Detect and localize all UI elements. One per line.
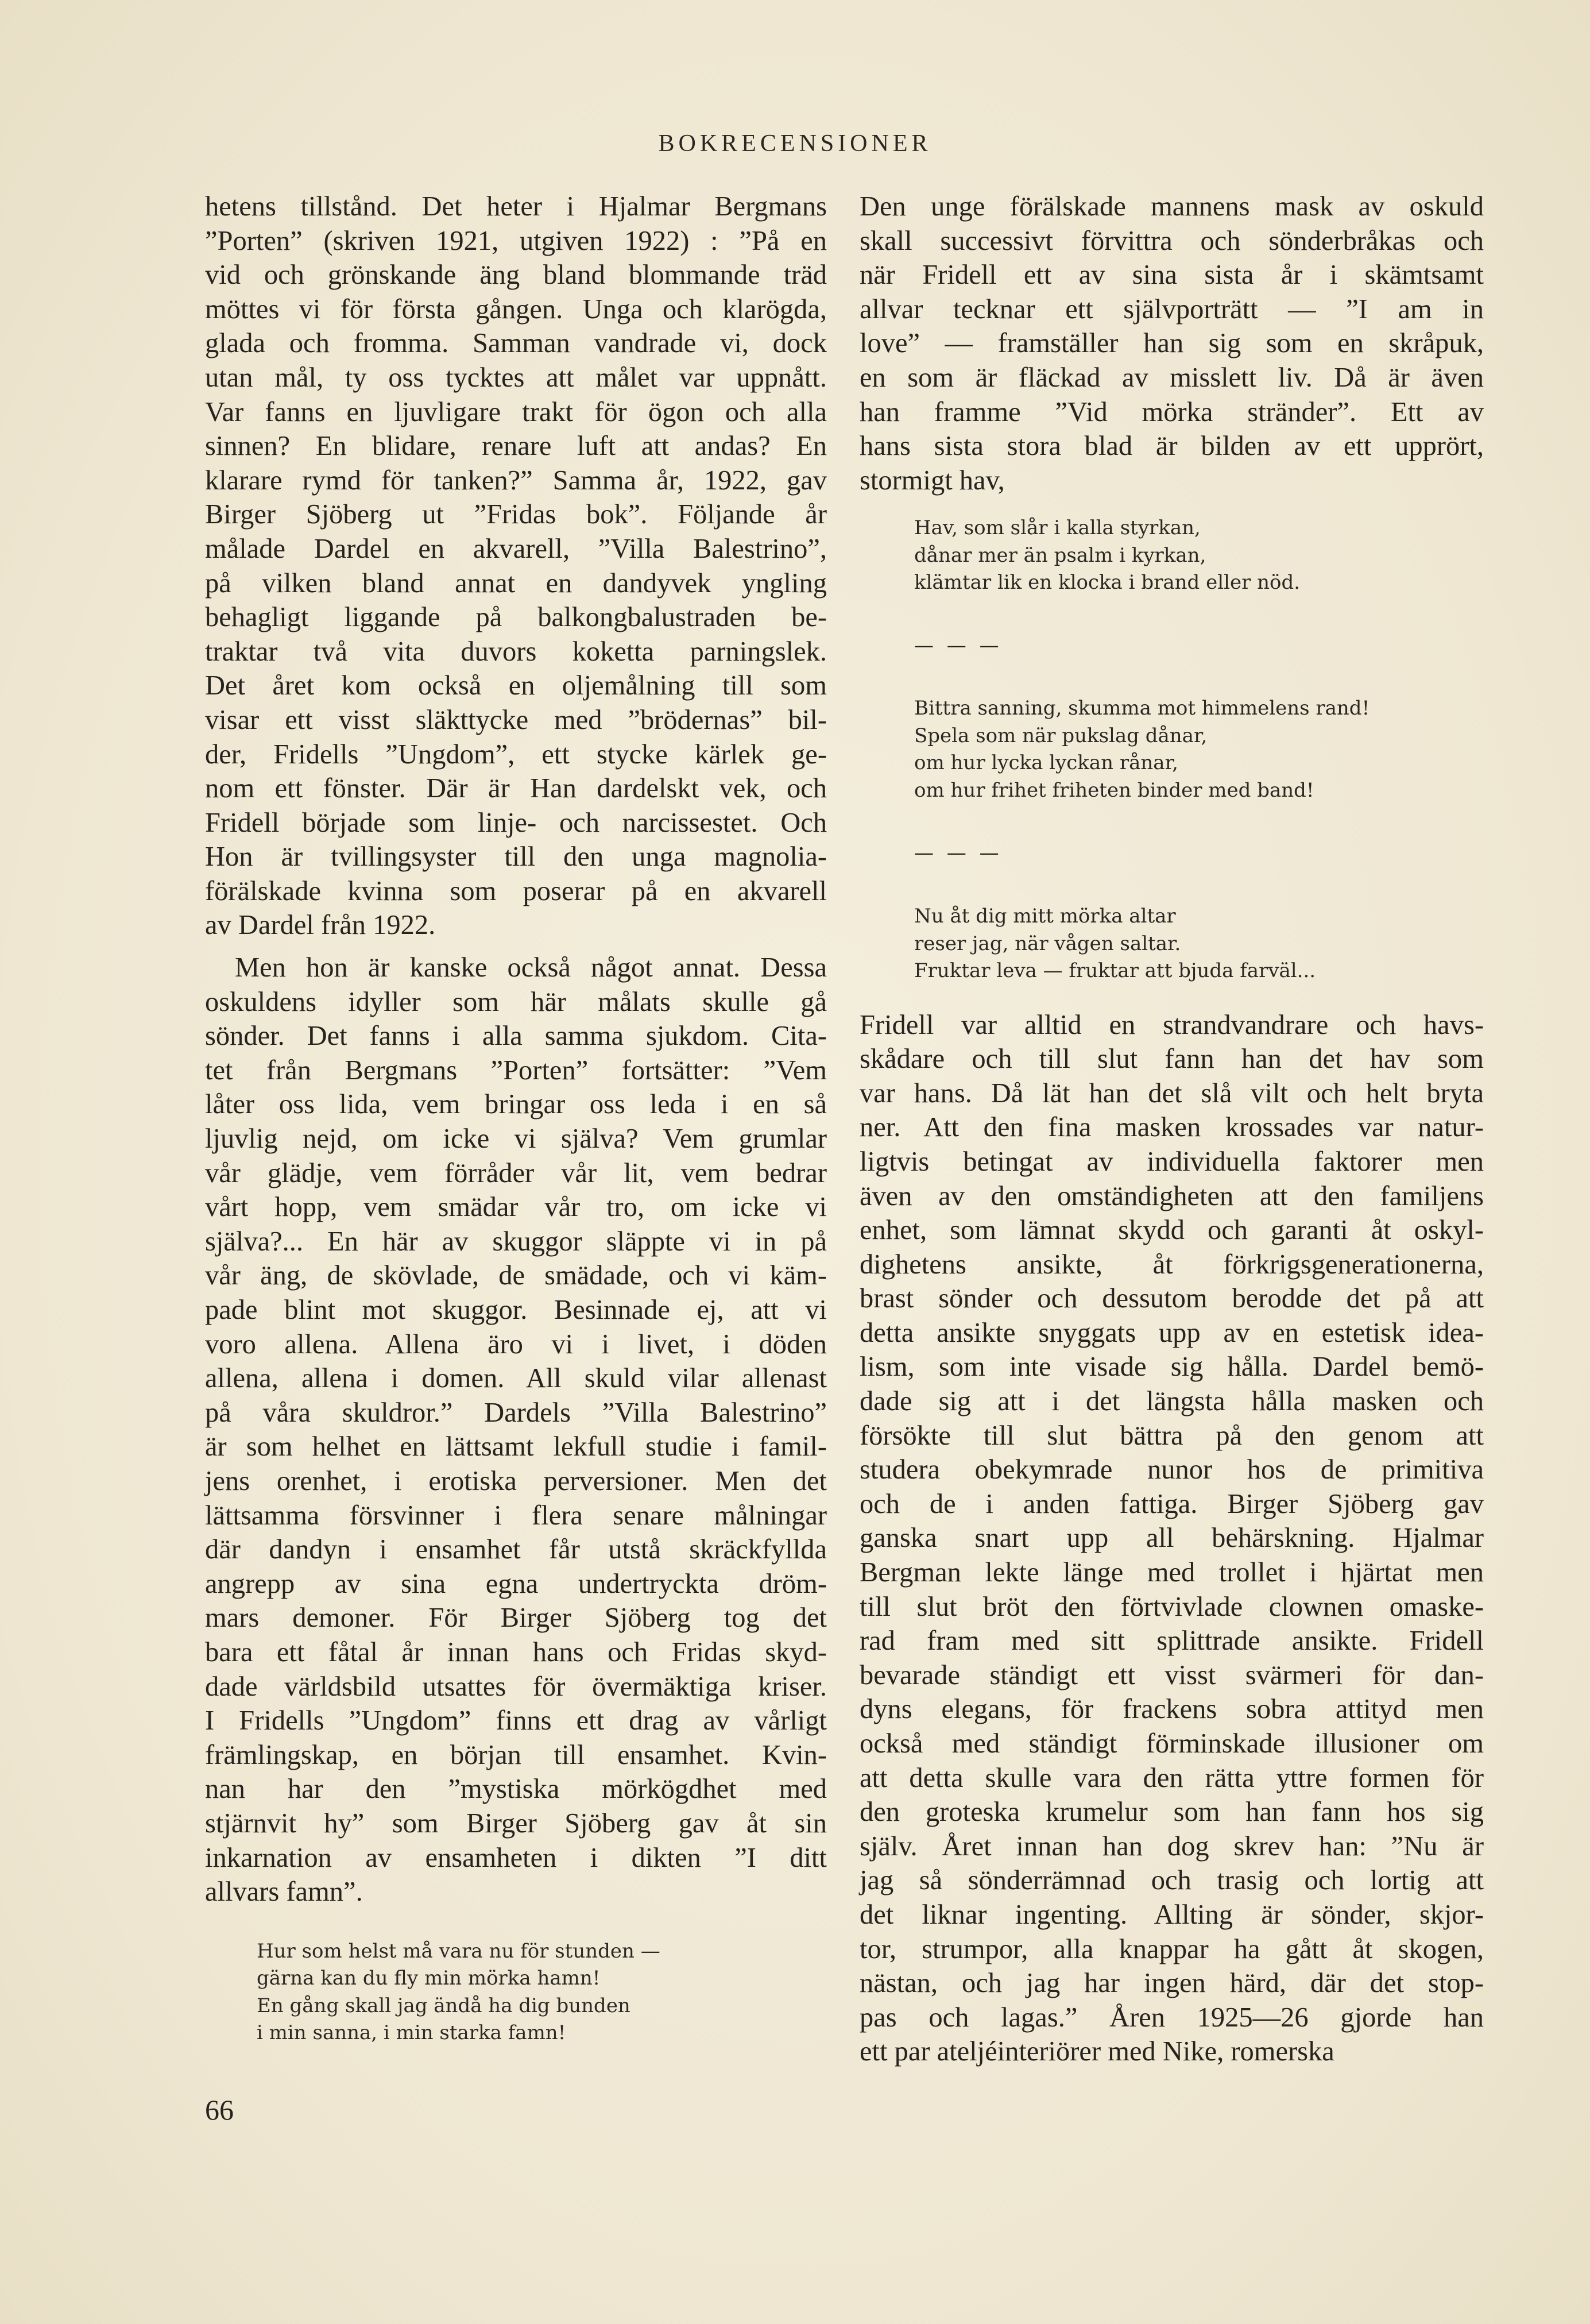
text-line: möttes vi för första gången. Unga och klarögda,: [205, 294, 827, 325]
text-line: dade världsbild utsattes för övermäktiga kriser.: [205, 1671, 827, 1702]
text-line: Hon är tvillingsyster till den unga magnolia-: [205, 841, 827, 873]
text-line: till slut bröt den förtvivlade clownen omaske-: [860, 1591, 1484, 1622]
text-line: pade blint mot skuggor. Besinnade ej, att vi: [205, 1295, 827, 1325]
text-line: är som helhet en lättsamt lekfull studie i famil-: [205, 1431, 827, 1462]
text-line: nan har den ”mystiska mörkögdhet med: [205, 1774, 827, 1805]
text-line: en som är fläckad av misslett liv. Då är även: [860, 362, 1484, 393]
text-line: tet från Bergmans ”Porten” fortsätter: ”Vem: [205, 1055, 827, 1086]
poem-line: Spela som när pukslag dånar,: [914, 724, 1208, 747]
text-line: det liknar ingenting. Allting är sönder, skjor-: [860, 1899, 1484, 1930]
text-line: glada och fromma. Samman vandrade vi, dock: [205, 328, 827, 359]
text-line: av Dardel från 1922.: [205, 910, 436, 941]
text-line: vid och grönskande äng bland blommande träd: [205, 260, 827, 291]
text-line: lättsamma försvinner i flera senare målningar: [205, 1500, 827, 1531]
text-line: nästan, och jag har ingen härd, där det stop-: [860, 1968, 1484, 1999]
text-line: love” — framställer han sig som en skråpuk,: [860, 328, 1484, 359]
text-line: själv. Året innan han dog skrev han: ”Nu är: [860, 1831, 1484, 1862]
text-line: enhet, som lämnat skydd och garanti åt oskyl-: [860, 1215, 1484, 1246]
poem-line: om hur lycka lyckan rånar,: [914, 751, 1178, 775]
poem-line: Hav, som slår i kalla styrkan,: [914, 516, 1201, 540]
text-line: Var fanns en ljuvligare trakt för ögon och alla: [205, 396, 827, 427]
stanza-separator-1: — — —: [914, 634, 1003, 657]
text-line: lism, som inte visade sig hålla. Dardel bemö-: [860, 1352, 1484, 1383]
text-line: dighetens ansikte, åt förkrigsgenerationerna,: [860, 1249, 1484, 1280]
poem-line: om hur frihet friheten binder med band!: [914, 778, 1314, 802]
text-line: skådare och till slut fann han det hav som: [860, 1044, 1484, 1075]
text-line: han framme ”Vid mörka stränder”. Ett av: [860, 396, 1484, 427]
text-line: mars demoner. För Birger Sjöberg tog det: [205, 1603, 827, 1634]
poem-line: dånar mer än psalm i kyrkan,: [914, 543, 1206, 567]
poem-line: i min sanna, i min starka famn!: [257, 2021, 566, 2045]
text-line: rad fram med sitt splittrade ansikte. Fridell: [860, 1626, 1484, 1657]
text-line: också med ständigt förminskade illusioner om: [860, 1728, 1484, 1759]
text-line: ”Porten” (skriven 1921, utgiven 1922) : ”På en: [205, 225, 827, 256]
text-line: klarare rymd för tanken?” Samma år, 1922, gav: [205, 465, 827, 496]
text-line: när Fridell ett av sina sista år i skämtsamt: [860, 260, 1484, 291]
text-line: ner. Att den fina masken krossades var natur-: [860, 1112, 1484, 1143]
text-line: att detta skulle vara den rätta yttre formen för: [860, 1762, 1484, 1793]
text-line: ligtvis betingat av individuella faktorer men: [860, 1146, 1484, 1177]
text-line: vår äng, de skövlade, de smädade, och vi käm-: [205, 1260, 827, 1291]
text-line: Birger Sjöberg ut ”Fridas bok”. Följande år: [205, 499, 827, 530]
text-line: Fridell började som linje- och narcissestet. Och: [205, 807, 827, 838]
left-paragraph-1: [205, 190, 827, 943]
running-head: BOKRECENSIONER: [658, 130, 932, 157]
text-line: och de i anden fattiga. Birger Sjöberg gav: [860, 1488, 1484, 1519]
text-line: försökte till slut bättra på den genom att: [860, 1420, 1484, 1451]
poem-line: Hur som helst må vara nu för stunden —: [257, 1939, 660, 1963]
text-line: allvar tecknar ett självporträtt — ”I am in: [860, 294, 1484, 325]
poem-line: Nu åt dig mitt mörka altar: [914, 905, 1176, 928]
poem-line: Fruktar leva — fruktar att bjuda farväl...: [914, 959, 1316, 983]
text-line: voro allena. Allena äro vi i livet, i döden: [205, 1329, 827, 1360]
text-line: jens orenhet, i erotiska perversioner. Men det: [205, 1465, 827, 1496]
text-line: förälskade kvinna som poserar på en akvarell: [205, 875, 827, 906]
text-line: studera obekymrade nunor hos de primitiva: [860, 1454, 1484, 1485]
left-paragraph-2: [205, 951, 827, 1909]
text-line: låter oss lida, vem bringar oss leda i en så: [205, 1089, 827, 1120]
text-line: målade Dardel en akvarell, ”Villa Balestrino”,: [205, 533, 827, 564]
text-line: bevarade ständigt ett visst svärmeri för dan-: [860, 1659, 1484, 1690]
text-line: ganska snart upp all behärskning. Hjalmar: [860, 1523, 1484, 1554]
text-line: den groteska krumelur som han fann hos sig: [860, 1797, 1484, 1828]
text-line: hetens tillstånd. Det heter i Hjalmar Bergmans: [205, 191, 827, 222]
text-line: Det året kom också en oljemålning till som: [205, 670, 827, 701]
right-paragraph-1: [860, 190, 1484, 497]
text-line: vårt hopp, vem smädar vår tro, om icke vi: [205, 1192, 827, 1223]
right-poem-stanza-2: [914, 695, 1484, 804]
right-poem-stanza-1: [914, 515, 1484, 597]
text-line: skall successivt förvittra och sönderbråkas och: [860, 225, 1484, 256]
text-line: oskuldens idyller som här målats skulle gå: [205, 986, 827, 1017]
text-line: I Fridells ”Ungdom” finns ett drag av vårligt: [205, 1705, 827, 1736]
text-line: hans sista stora blad är bilden av ett upprört,: [860, 431, 1484, 462]
text-line: ljuvlig nejd, om icke vi själva? Vem grumlar: [205, 1124, 827, 1155]
text-line: visar ett visst släkttycke med ”brödernas” bil-: [205, 704, 827, 735]
left-column: [205, 190, 827, 2047]
text-line: stormigt hav,: [860, 465, 1005, 496]
right-column: [860, 190, 1484, 2069]
text-line: dade sig att i det längsta hålla masken och: [860, 1386, 1484, 1417]
poem-line: klämtar lik en klocka i brand eller nöd.: [914, 571, 1301, 594]
text-line: dyns elegans, för frackens sobra attityd men: [860, 1694, 1484, 1725]
text-line: själva?... En här av skuggor släppte vi in på: [205, 1226, 827, 1257]
text-line: även av den omständigheten att den familjens: [860, 1180, 1484, 1211]
text-line: Bergman lekte länge med trollet i hjärtat men: [860, 1557, 1484, 1588]
stanza-separator-2: — — —: [914, 841, 1003, 865]
text-line: var hans. Då lät han det slå vilt och helt bryta: [860, 1078, 1484, 1109]
text-line: Den unge förälskade mannens mask av oskuld: [860, 191, 1484, 222]
poem-line: reser jag, när vågen saltar.: [914, 932, 1181, 955]
text-line: ett par ateljéinteriörer med Nike, romerska: [860, 2036, 1334, 2067]
text-line: detta ansikte snyggats upp av en estetisk idea-: [860, 1317, 1484, 1348]
text-line: på våra skuldror.” Dardels ”Villa Balestrino”: [205, 1397, 827, 1428]
text-line: pas och lagas.” Åren 1925—26 gjorde han: [860, 2002, 1484, 2033]
text-line: jag så sönderrämnad och trasig och lortig att: [860, 1865, 1484, 1896]
poem-line: gärna kan du fly min mörka hamn!: [257, 1967, 601, 1990]
text-line: på vilken bland annat en dandyvek yngling: [205, 568, 827, 599]
text-line: allvars famn”.: [205, 1877, 363, 1908]
right-paragraph-2: [860, 1008, 1484, 2069]
text-line: sinnen? En blidare, renare luft att andas? En: [205, 431, 827, 462]
text-line: Men hon är kanske också något annat. Dessa: [235, 952, 827, 983]
left-poem: [257, 1938, 827, 2047]
text-line: der, Fridells ”Ungdom”, ett stycke kärlek ge-: [205, 739, 827, 770]
text-line: Fridell var alltid en strandvandrare och havs-: [860, 1009, 1484, 1040]
text-line: utan mål, ty oss tycktes att målet var uppnått.: [205, 362, 827, 393]
text-line: nom ett fönster. Där är Han dardelskt vek, och: [205, 773, 827, 804]
text-line: inkarnation av ensamheten i dikten ”I ditt: [205, 1842, 827, 1873]
text-line: stjärnvit hy” som Birger Sjöberg gav åt sin: [205, 1808, 827, 1839]
text-line: angrepp av sina egna undertryckta dröm-: [205, 1568, 827, 1599]
poem-line: En gång skall jag ändå ha dig bunden: [257, 1994, 630, 2017]
poem-line: Bittra sanning, skumma mot himmelens rand!: [914, 697, 1370, 720]
right-poem-stanza-3: [914, 903, 1484, 985]
text-line: behagligt liggande på balkongbalustraden be-: [205, 602, 827, 633]
text-line: tor, strumpor, alla knappar ha gått åt skogen,: [860, 1933, 1484, 1964]
text-line: där dandyn i ensamhet får utstå skräckfyllda: [205, 1534, 827, 1565]
text-line: traktar två vita duvors koketta parningslek.: [205, 636, 827, 667]
text-line: vår glädje, vem förråder vår lit, vem bedrar: [205, 1157, 827, 1188]
text-line: bara ett fåtal år innan hans och Fridas skyd-: [205, 1636, 827, 1667]
text-line: främlingskap, en början till ensamhet. Kvin-: [205, 1739, 827, 1770]
page-number: 66: [205, 2094, 234, 2126]
text-line: brast sönder och dessutom berodde det på att: [860, 1283, 1484, 1314]
text-line: sönder. Det fanns i alla samma sjukdom. Cita-: [205, 1021, 827, 1052]
text-line: allena, allena i domen. All skuld vilar allenast: [205, 1363, 827, 1394]
